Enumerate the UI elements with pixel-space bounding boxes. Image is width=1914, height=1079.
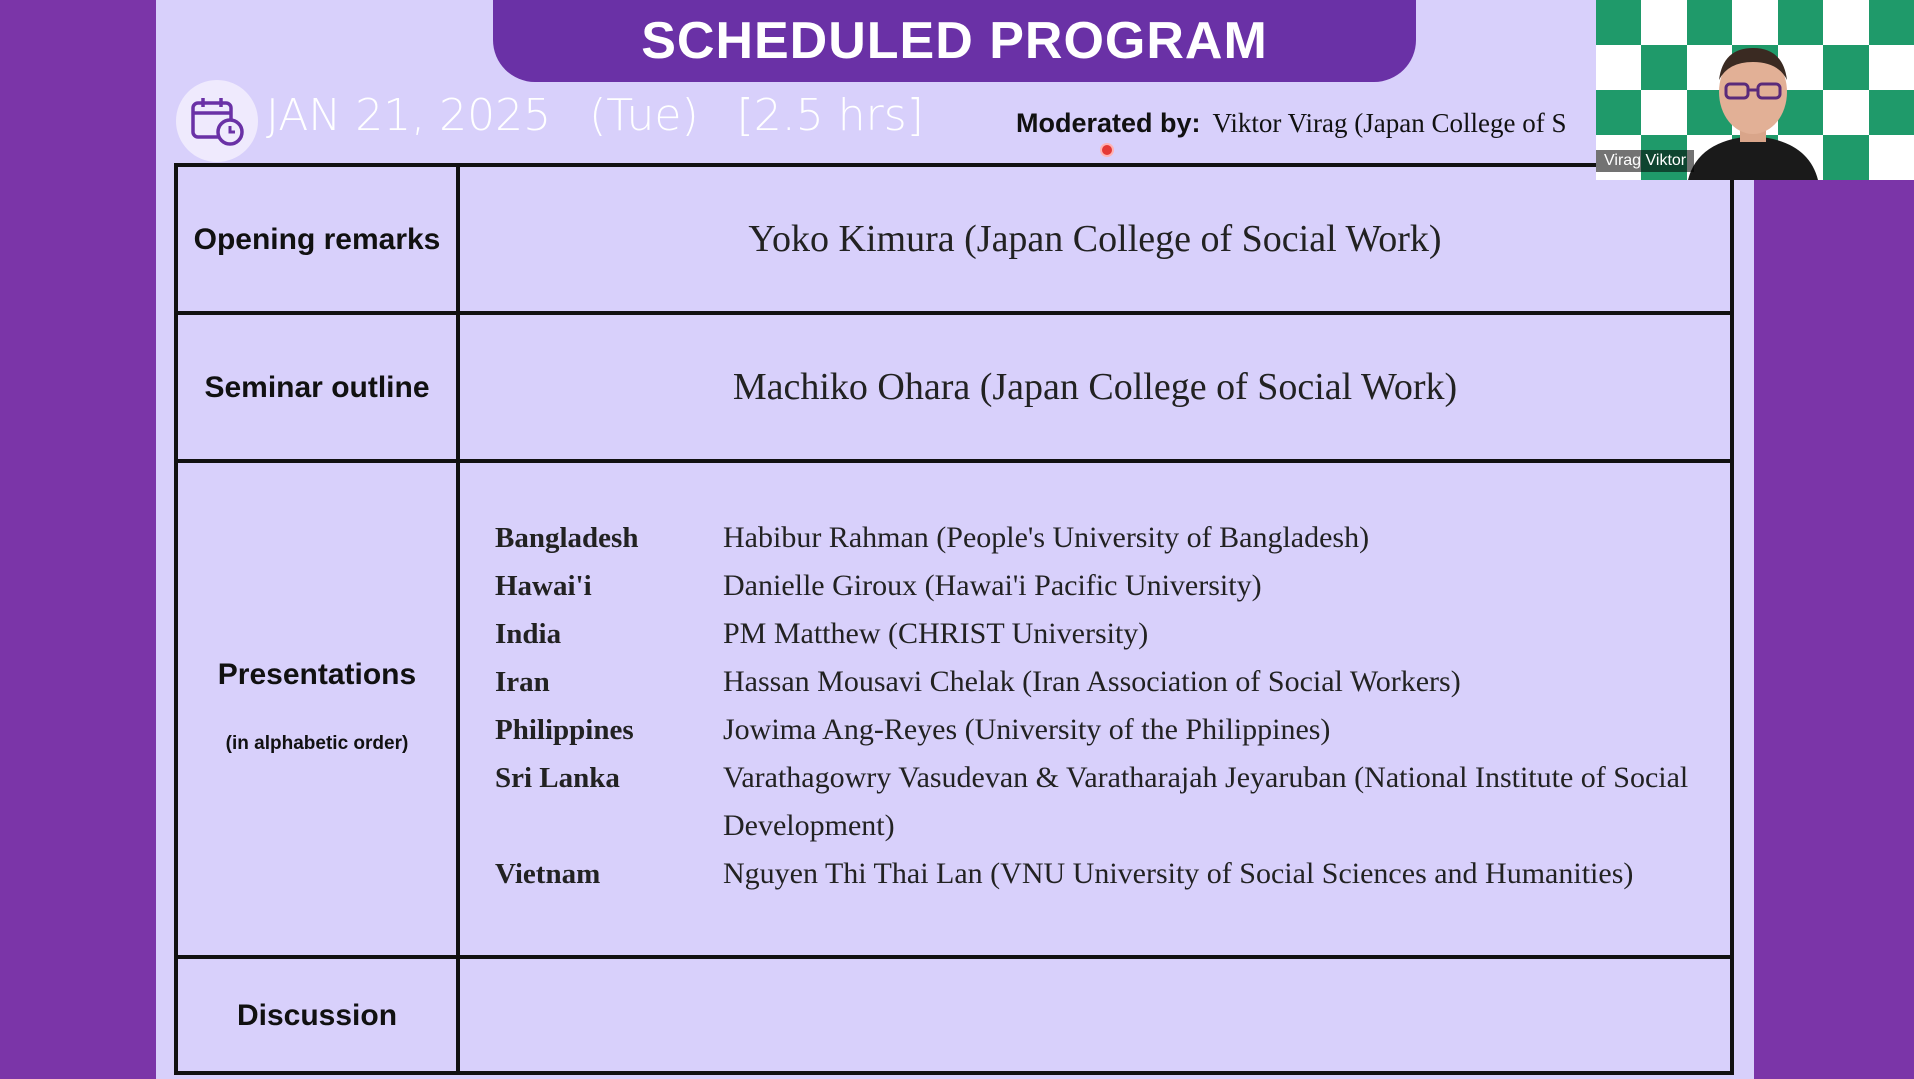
duration-text: [2.5 hrs] xyxy=(736,90,924,141)
moderator-line xyxy=(1016,108,1566,139)
date-row xyxy=(266,90,948,141)
presenter: Jowima Ang-Reyes (University of the Philippines) xyxy=(723,713,1331,746)
pointer-dot xyxy=(1100,143,1114,157)
participant-name-tag: Virag Viktor xyxy=(1596,150,1694,172)
calendar-clock-icon xyxy=(176,80,258,162)
outline-value: Machiko Ohara (Japan College of Social Work) xyxy=(458,313,1732,461)
presenter: Varathagowry Vasudevan & Varatharajah Jeyaruban (National Institute of Social Development) xyxy=(723,761,1689,842)
presentations-list-cell xyxy=(458,461,1732,957)
outline-label: Seminar outline xyxy=(176,313,458,461)
slide-title: SCHEDULED PROGRAM xyxy=(641,12,1268,70)
country: Iran xyxy=(495,666,550,698)
participant-avatar xyxy=(1678,40,1828,180)
discussion-value xyxy=(458,957,1732,1073)
day-text: (Tue) xyxy=(589,90,699,141)
list-item xyxy=(495,562,1729,610)
country: India xyxy=(495,618,562,650)
list-item xyxy=(495,658,1729,706)
date-text: JAN 21, 2025 xyxy=(266,90,552,141)
list-item xyxy=(495,754,1729,850)
table-row xyxy=(176,165,1732,313)
country: Hawai'i xyxy=(495,570,592,602)
moderator-name: Viktor Virag (Japan College of S xyxy=(1212,108,1567,138)
list-item xyxy=(495,610,1729,658)
presentation-slide xyxy=(156,0,1754,1079)
moderator-label: Moderated by: xyxy=(1016,108,1201,138)
presenter: Nguyen Thi Thai Lan (VNU University of Social Sciences and Humanities) xyxy=(723,857,1634,890)
list-item xyxy=(495,514,1729,562)
country: Sri Lanka xyxy=(495,762,620,794)
list-item xyxy=(495,850,1729,898)
opening-label: Opening remarks xyxy=(176,165,458,313)
country: Philippines xyxy=(495,714,634,746)
presenter: Danielle Giroux (Hawai'i Pacific University) xyxy=(723,569,1262,602)
table-row xyxy=(176,313,1732,461)
presenter: Hassan Mousavi Chelak (Iran Association of Social Workers) xyxy=(723,665,1461,698)
title-banner xyxy=(493,0,1416,82)
presentations-label: Presentations xyxy=(217,658,417,691)
country: Bangladesh xyxy=(495,522,639,554)
table-row xyxy=(176,461,1732,957)
presenter: Habibur Rahman (People's University of Bangladesh) xyxy=(723,521,1370,554)
opening-value: Yoko Kimura (Japan College of Social Work) xyxy=(458,165,1732,313)
participant-video-tile[interactable] xyxy=(1596,0,1914,180)
discussion-label: Discussion xyxy=(176,957,458,1073)
table-row xyxy=(176,957,1732,1073)
presentations-list xyxy=(461,500,1729,918)
presentations-cell xyxy=(176,461,458,957)
program-table xyxy=(174,163,1734,1075)
country: Vietnam xyxy=(495,858,601,890)
presentations-note: (in alphabetic order) xyxy=(225,733,409,754)
list-item xyxy=(495,706,1729,754)
presenter: PM Matthew (CHRIST University) xyxy=(723,617,1149,650)
